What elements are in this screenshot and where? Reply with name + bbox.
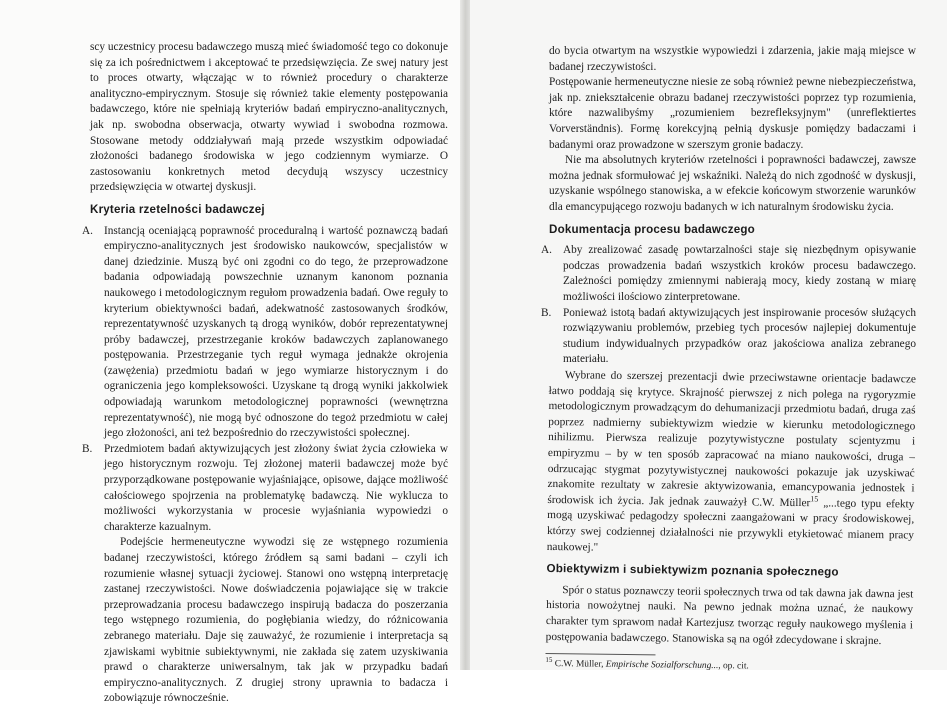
skewed-lower-block [545,368,916,675]
list-item-a [82,224,448,442]
documentation-item-b [541,306,916,368]
list-marker-a: A. [82,224,93,237]
heading-documentation: Dokumentacja procesu badawczego [549,222,755,236]
list-marker-b: B. [82,442,93,455]
left-text-column [82,40,448,707]
footnote-rest: op. cit. [722,661,749,672]
heading-criteria: Kryteria rzetelności badawczej [90,202,265,216]
left-page [0,0,462,705]
footnote-title: Empirische Sozialforschung..., [605,659,721,672]
no-absolute-criteria-paragraph: Nie ma absolutnych kryteriów rzetelności i poprawności badawczej, zawsze można jednak sformułować jej wskaźniki. Należą do nich zgodność w dyskusji, uzyskanie wspólnego stanowiska, a w efekcie końcowym stworzenie warunków dla emancypującego rozwoju badanych w ich naturalnym środowisku życia. [549,154,916,213]
list-item-b [82,442,448,707]
hermeneutic-paragraph: Podejście hermeneutyczne wywodzi się ze wstępnego rozumienia badanej rzeczywistości, którego źródłem są sami badani – czyli ich rozumienie własnej sytuacji życiowej. Stanowi ono wstępną interpretację zastanej rzeczywistości. Nowe doświadczenia pojawiające się w trakcie przeprowadzania procesu badawczego inspirują badacza do poszerzania tego wstępnego rozumienia, do pogłębiania wiedzy, do różnicowania zebranego materiału. Daje się zauważyć, że rozumienie i interpretacja są zjawiskami wybitnie subiektywnymi, nie zakłada się zatem uzyskiwania prawd o charakterze uniwersalnym, tak jak w przypadku badań empiryczno-analitycznych. Z drugiej strony uprawnia to badacza i zobowiązuje równocześnie. [104,536,448,705]
documentation-item-b-text: Ponieważ istotą badań aktywizujących jest inspirowanie procesów służących rozwiązywaniu problemów, przebieg tych procesów najlepiej dokumentuje studium indywidualnych przypadków oraz jakościowa analiza zebranego materiału. [563,306,916,366]
right-page [470,0,947,670]
documentation-item-a [541,243,916,305]
documentation-item-a-text: Aby zrealizować zasadę powtarzalności staje się niezbędnym opisywanie podczas prowadzenia badań wszystkich kroków procesu badawczego. Zależności pomiędzy zmiennymi nabierają mocy, kiedy zostaną w miarę możliwości ilościowo zinterpretowane. [563,244,916,303]
two-orientations-text-start: Wybrane do szerszej prezentacji dwie przeciwstawne orientacje badawcze łatwo poddają się krytyce. Skrajność pierwszej z nich polega na rygoryzmie metodologicznym prowadzącym do dehumanizacji przedmiotu badań, druga zaś poprzez nadmierny subiektywizm wiedzie w kierunku metodologicznego nihilizmu. Pierwsza realizuje pozytywistyczne postulaty scjentyzmu i empiryzmu – by w ten sposób zapracować na miano naukowości, druga – odrzucając stygmat pozytywistycznej naukowości pokazuje jak uzyskiwać znakomite rezultaty w zakresie aktywizowania, emancypowania jednostek i środowisk ich życia. Jak jednak zauważył C.W. Müller [547,369,916,509]
right-text-column [541,44,916,672]
two-orientations-text-end: „...tego typu efekty mogą uzyskiwać pedagodzy społeczni zaangażowani w pracy środowiskowej, którzy swej codziennej działalności nie przywykli etykietować mianem pracy naukowej." [546,496,915,554]
list-item-a-text: Instancją oceniającą poprawność proceduralną i wartość poznawczą badań empiryczno-analitycznych jest środowisko naukowców, specjalistów w danej dziedzinie. Muszą być oni zgodni co do tego, że przeprowadzone badania odpowiadają powszechnie uznanym kanonom poznania naukowego i metodologicznym regułom prowadzenia badań. Owe reguły to kryterium obiektywności badań, adekwatność zastosowanych środków, reprezentatywność uzyskanych tą drogą wyników, dobór reprezentatywnej próby badawczej, przestrzeganie kroków badawczych zaplanowanego postępowania. Przestrzeganie tych reguł wymaga jednakże okrojenia (zawężenia) przedmiotu badań w jego wymiarze historycznym i do ograniczenia jego kompleksowości. Uzyskane tą drogą wyniki jakkolwiek odpowiadają warunkom metodologicznej poprawności (wewnętrzna reprezentatywność), nie mogą być odnoszone do tegoż przedmiotu w całej jego złożoności, ani też bezpośrednio do rzeczywistości społecznej. [104,224,448,440]
intro-paragraph: scy uczestnicy procesu badawczego muszą mieć świadomość tego co dokonuje się za ich pośrednictwem i akceptować te przedsięwzięcia. Ze swej natury jest to proces otwarty, włączając w to również procedury o charakterze analityczno-empirycznym. Stosuje się również takie elementy postępowania badawczego, które nie spełniają kryteriów badań empiryczno-analitycznych, jak np. swobodna obserwacja, otwarty wywiad i swobodna rozmowa. Stosowane metody oddziaływań mają przede wszystkim odpowiadać złożoności badanego środowiska w jego codziennym wymiarze. O zastosowaniu konkretnych metod decydują wszyscy uczestnicy przedsięwzięcia w otwartej dyskusji. [90,41,448,194]
footnote-author: C.W. Müller, [554,659,604,670]
footnote-number: 15 [545,655,553,664]
heading-objectivism: Obiektywizm i subiektywizm poznania społecznego [546,561,839,579]
footnote-reference: 15 [810,494,819,504]
two-orientations-paragraph [547,368,916,560]
list-item-b-text: Przedmiotem badań aktywizujących jest złożony świat życia człowieka w jego historycznym rozwoju. Tej złożonej materii badawczej może być przyporządkowane postępowanie wyjaśniające, opisowe, dające możliwość całościowego spojrzenia na problematykę badawczą. Nie wyklucza to możliwości wykorzystania w procesie wyjaśniania wypowiedzi o charakterze kazualnym. [104,442,448,533]
hermeneutic-dangers-paragraph: Postępowanie hermeneutyczne niesie ze sobą również pewne niebezpieczeństwa, jak np. zniekształcenie obrazu badanej rzeczywistości poprzez typ rozumienia, które nazwalibyśmy „rozumieniem bezrefleksyjnym" (unreflektiertes Vorverständnis). Formę korekcyjną pełnią dyskusje pomiędzy badaczami i badanymi oraz prowadzone w szerszym gronie badaczy. [549,76,916,151]
documentation-marker-b: B. [541,306,552,319]
dispute-paragraph: Spór o status poznawczy teorii społecznych trwa od tak dawna jak dawna jest historia nowożytnej nauki. Na pewno jednak można uznać, że naukowy charakter tym sprawom nadał Kartezjusz tworząc reguły naukowego myślenia i postępowania badawczego. Stanowiska są na ogół zdecydowane i skrajne. [545,583,914,647]
continuation-paragraph: do bycia otwartym na wszystkie wypowiedzi i zdarzenia, jakie mają miejsce w badanej rzeczywistości. [549,45,916,73]
footnote-rule [546,653,656,655]
documentation-marker-a: A. [541,244,552,257]
footnote [545,655,912,674]
